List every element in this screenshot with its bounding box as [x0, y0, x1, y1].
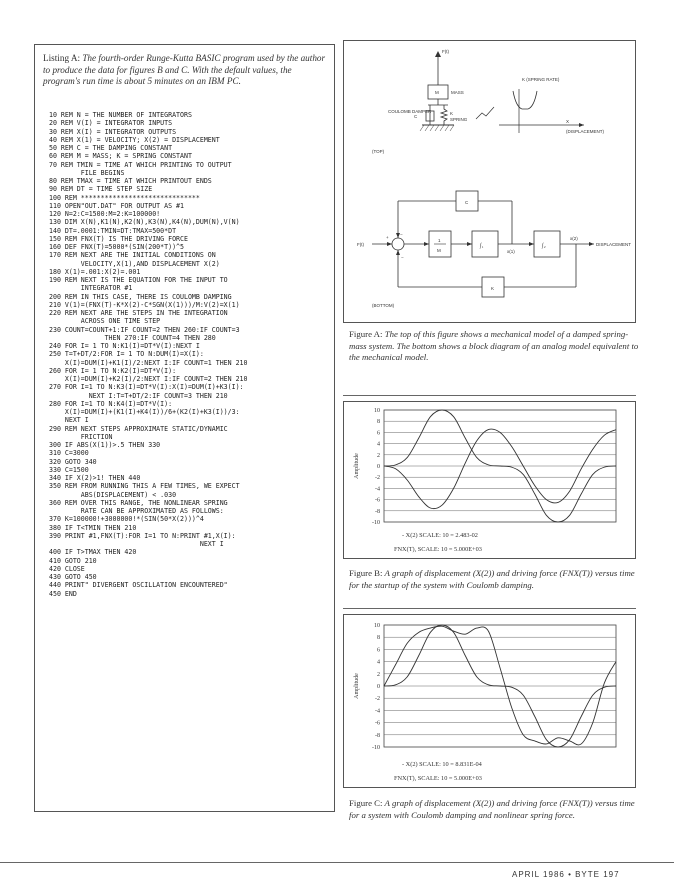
summing-junction	[392, 238, 404, 250]
minus-sign-bottom: −	[401, 255, 404, 260]
page-bottom-rule	[0, 862, 674, 863]
code-line: ACROSS ONE TIME STEP	[49, 317, 161, 326]
figure-c-caption-text: A graph of displacement (X(2)) and driving force (FNX(T)) versus time for a system with Coulomb damping and nonlinear spring force.	[349, 798, 635, 820]
y-tick-label: -6	[375, 720, 380, 727]
spring-shape	[441, 105, 447, 125]
y-tick-label: 6	[377, 430, 380, 437]
figure-b-box	[343, 401, 636, 559]
listing-a-box	[34, 44, 335, 812]
damper-symbol: C	[414, 114, 418, 119]
code-line: 160 DEF FNX(T)=5000*(SIN(200*T))^5	[49, 243, 184, 251]
code-line: 440 PRINT" DIVERGENT OSCILLATION ENCOUNTERED"	[49, 581, 228, 590]
code-line: 290 REM NEXT STEPS APPROXIMATE STATIC/DYNAMIC	[49, 424, 228, 433]
y-tick-label: 2	[377, 452, 380, 459]
mass-block-denominator: M	[437, 248, 441, 253]
code-line: 430 GOTO 450	[49, 573, 97, 581]
code-line: 230 COUNT=COUNT+1:IF COUNT=2 THEN 260:IF COUNT=3	[49, 325, 240, 334]
code-line: 390 PRINT #1,FNX(T):FOR I=1 TO N:PRINT #1,X(I):	[49, 531, 236, 540]
basic-code-listing	[49, 111, 332, 598]
spring-symbol: K	[450, 111, 454, 116]
code-line: 320 GOTO 340	[49, 457, 97, 466]
listing-a-caption	[43, 53, 328, 88]
code-line: 240 FOR I= 1 TO N:K1(I)=DT*V(I):NEXT I	[49, 342, 200, 350]
code-line: 30 REM X(I) = INTEGRATOR OUTPUTS	[49, 127, 177, 136]
top-tag: (TOP)	[372, 149, 385, 154]
code-line: 340 IF X(2)>1! THEN 440	[49, 474, 141, 482]
y-axis-label: Amplitude	[354, 673, 360, 699]
integrator-1-symbol: ∫₁	[480, 243, 484, 249]
listing-a-caption-text: The fourth-order Runge-Kutta BASIC program used by the author to produce the data for figures B and C. With the default values, the program's run time is about 5 minutes on an IBM PC.	[43, 53, 326, 86]
y-tick-label: 8	[377, 635, 380, 642]
x2-label: x(2)	[570, 236, 578, 241]
code-line: 450 END	[49, 589, 77, 598]
figure-a-caption-text: The top of this figure shows a mechanical model of a damped spring-mass system. The bottom shows a block diagram of an analog model equivalent to the mechanical model.	[349, 329, 639, 362]
code-line: X(I)=DUM(I)+K2(I)/2:NEXT I:IF COUNT=2 THEN 210	[49, 375, 248, 383]
displacement-label: (DISPLACEMENT)	[566, 129, 605, 134]
code-line: 350 REM FROM RUNNING THIS A FEW TIMES, WE EXPECT	[49, 482, 240, 491]
x-axis-label: X	[566, 119, 570, 124]
figure-a-box	[343, 40, 636, 323]
code-line: 180 X(1)=.001:X(2)=.001	[49, 267, 141, 276]
code-line: 120 N=2:C=1500:M=2:K=100000!	[49, 210, 161, 218]
code-line: 70 REM TMIN = TIME AT WHICH PRINTING TO OUTPUT	[49, 160, 232, 169]
code-line: 220 REM NEXT ARE THE STEPS IN THE INTEGRATION	[49, 309, 228, 317]
spring-rate-label: K (SPRING RATE)	[522, 77, 560, 82]
bottom-tag: (BOTTOM)	[372, 303, 395, 308]
figure-c-box	[343, 614, 636, 788]
mass-block-numerator: 1	[438, 238, 441, 243]
force-label: F(t)	[442, 49, 449, 54]
code-line: 110 OPEN"OUT.DAT" FOR OUTPUT AS #1	[49, 201, 184, 210]
code-line: 210 V(1)=(FNX(T)-K*X(2)-C*SGN(X(1)))/M:V(2)=X(1)	[49, 300, 240, 309]
code-line: VELOCITY,X(1),AND DISPLACEMENT X(2)	[49, 259, 220, 268]
code-line: 420 CLOSE	[49, 564, 85, 573]
figure-a-rule	[343, 395, 636, 396]
code-line: FRICTION	[49, 432, 113, 441]
code-line: 250 T=T+DT/2:FOR I= 1 TO N:DUM(I)=X(I):	[49, 350, 204, 359]
code-line: FILE BEGINS	[49, 168, 125, 177]
integrator-2-block	[534, 231, 560, 257]
figure-c-caption	[349, 798, 639, 821]
y-tick-label: 6	[377, 647, 380, 654]
y-tick-label: -2	[375, 475, 380, 482]
code-line: 410 GOTO 210	[49, 556, 97, 565]
code-line: NEXT I	[49, 540, 224, 548]
integrator-2-symbol: ∫₂	[542, 243, 546, 249]
plus-sign: +	[386, 235, 389, 240]
code-line: 10 REM N = THE NUMBER OF INTEGRATORS	[49, 111, 192, 119]
code-line: 80 REM TMAX = TIME AT WHICH PRINTOUT ENDS	[49, 177, 212, 185]
code-line: 40 REM X(1) = VELOCITY; X(2) = DISPLACEMENT	[49, 135, 220, 144]
code-line: ABS(DISPLACEMENT) < .030	[49, 490, 177, 499]
code-line: 300 IF ABS(X(1))>.5 THEN 330	[49, 441, 161, 449]
y-tick-label: -8	[375, 732, 380, 739]
y-tick-label: 2	[377, 671, 380, 678]
figure-b-legend-x2: - X(2) SCALE: 10 = 2.483-02	[402, 532, 478, 539]
code-line: 330 C=1500	[49, 465, 89, 474]
y-tick-label: 10	[374, 408, 380, 414]
y-tick-label: -6	[375, 497, 380, 504]
figure-a-caption-label: Figure A:	[349, 329, 383, 339]
y-tick-label: -8	[375, 508, 380, 515]
figure-b-caption	[349, 568, 639, 591]
figure-c-legend-x2: - X(2) SCALE: 10 = 8.831E-04	[402, 761, 482, 768]
code-line: 60 REM M = MASS; K = SPRING CONSTANT	[49, 152, 192, 161]
y-tick-label: 4	[377, 659, 380, 666]
damping-block-label: C	[465, 200, 469, 205]
listing-a-caption-label: Listing A:	[43, 53, 81, 63]
figure-a-diagram	[344, 41, 635, 322]
spring-label: SPRING	[450, 117, 468, 122]
code-line: 100 REM ******************************	[49, 193, 200, 202]
code-line: 310 C=3000	[49, 449, 89, 458]
code-line: NEXT I:T=T+DT/2:IF COUNT=3 THEN 210	[49, 391, 228, 400]
code-line: 20 REM V(I) = INTEGRATOR INPUTS	[49, 119, 173, 128]
code-line: 270 FOR I=1 TO N:K3(I)=DT*V(I):X(I)=DUM(I)+K3(I):	[49, 383, 244, 392]
figure-b-caption-label: Figure B:	[349, 568, 383, 578]
code-line: THEN 270:IF COUNT=4 THEN 280	[49, 333, 216, 342]
code-line: 400 IF T>TMAX THEN 420	[49, 548, 137, 557]
figure-c-caption-label: Figure C:	[349, 798, 383, 808]
code-line: 130 DIM X(N),K1(N),K2(N),K3(N),K4(N),DUM(N),V(N)	[49, 218, 240, 227]
code-line: 380 IF T<TMIN THEN 210	[49, 523, 137, 532]
y-tick-label: -10	[372, 745, 380, 751]
code-line: 360 REM OVER THIS RANGE, THE NONLINEAR SPRING	[49, 498, 228, 507]
figure-c-chart	[344, 615, 635, 787]
damper-label: COULOMB DAMPER	[388, 109, 432, 114]
minus-sign-top: −	[400, 232, 403, 237]
mass-label: MASS	[451, 90, 464, 95]
code-line: 200 REM IN THIS CASE, THERE IS COULOMB DAMPING	[49, 292, 232, 301]
y-tick-label: -4	[375, 708, 380, 715]
figure-b-chart	[344, 402, 635, 558]
page-footer: APRIL 1986 • BYTE 197	[512, 870, 620, 879]
displacement-output-label: DISPLACEMENT	[596, 242, 632, 247]
figure-b-legend-fnx: FNX(T), SCALE: 10 = 5.000E+03	[394, 546, 482, 553]
figure-c-legend-fnx: FNX(T), SCALE: 10 = 5.000E+03	[394, 775, 482, 782]
y-tick-label: -4	[375, 486, 380, 493]
series-line-2	[384, 429, 616, 509]
code-line: 280 FOR I=1 TO N:K4(I)=DT*V(I):	[49, 399, 173, 408]
x1-label: x(1)	[507, 249, 515, 254]
mass-symbol: M	[435, 90, 439, 95]
y-tick-label: -10	[372, 520, 380, 526]
code-line: 150 REM FNX(T) IS THE DRIVING FORCE	[49, 234, 188, 243]
figure-a-caption	[349, 329, 639, 364]
code-line: 170 REM NEXT ARE THE INITIAL CONDITIONS ON	[49, 251, 216, 260]
input-force-label: F(t)	[357, 242, 364, 247]
code-line: 260 FOR I= 1 TO N:K2(I)=DT*V(I):	[49, 366, 177, 375]
y-axis-label: Amplitude	[354, 453, 360, 479]
code-line: 50 REM C = THE DAMPING CONSTANT	[49, 144, 173, 152]
code-line: 190 REM NEXT IS THE EQUATION FOR THE INPUT TO	[49, 276, 228, 284]
y-tick-label: -2	[375, 696, 380, 703]
code-line: 90 REM DT = TIME STEP SIZE	[49, 185, 153, 194]
series-line-2	[384, 626, 616, 745]
code-line: X(I)=DUM(I)+(K1(I)+K4(I))/6+(K2(I)+K3(I))/3:	[49, 408, 240, 416]
code-line: 370 K=100000!+3000000!*(SIN(50*X(2)))^4	[49, 515, 204, 524]
code-line: RATE CAN BE APPROXIMATED AS FOLLOWS:	[49, 507, 224, 515]
y-tick-label: 0	[377, 684, 380, 690]
y-tick-label: 8	[377, 419, 380, 426]
figure-b-rule	[343, 608, 636, 609]
code-line: X(I)=DUM(I)+K1(I)/2:NEXT I:IF COUNT=1 THEN 210	[49, 358, 248, 367]
spring-rate-curve	[513, 91, 537, 109]
code-line: 140 DT=.0001:TMIN=DT:TMAX=500*DT	[49, 226, 177, 235]
y-tick-label: 0	[377, 464, 380, 470]
y-tick-label: 10	[374, 623, 380, 629]
y-tick-label: 4	[377, 441, 380, 448]
code-line: INTEGRATOR #1	[49, 284, 133, 293]
code-line: NEXT I	[49, 416, 89, 425]
spring-constant-block-label: K	[491, 286, 495, 291]
integrator-1-block	[472, 231, 498, 257]
figure-b-caption-text: A graph of displacement (X(2)) and driving force (FNX(T)) versus time for the startup of the system with Coulomb damping.	[349, 568, 635, 590]
